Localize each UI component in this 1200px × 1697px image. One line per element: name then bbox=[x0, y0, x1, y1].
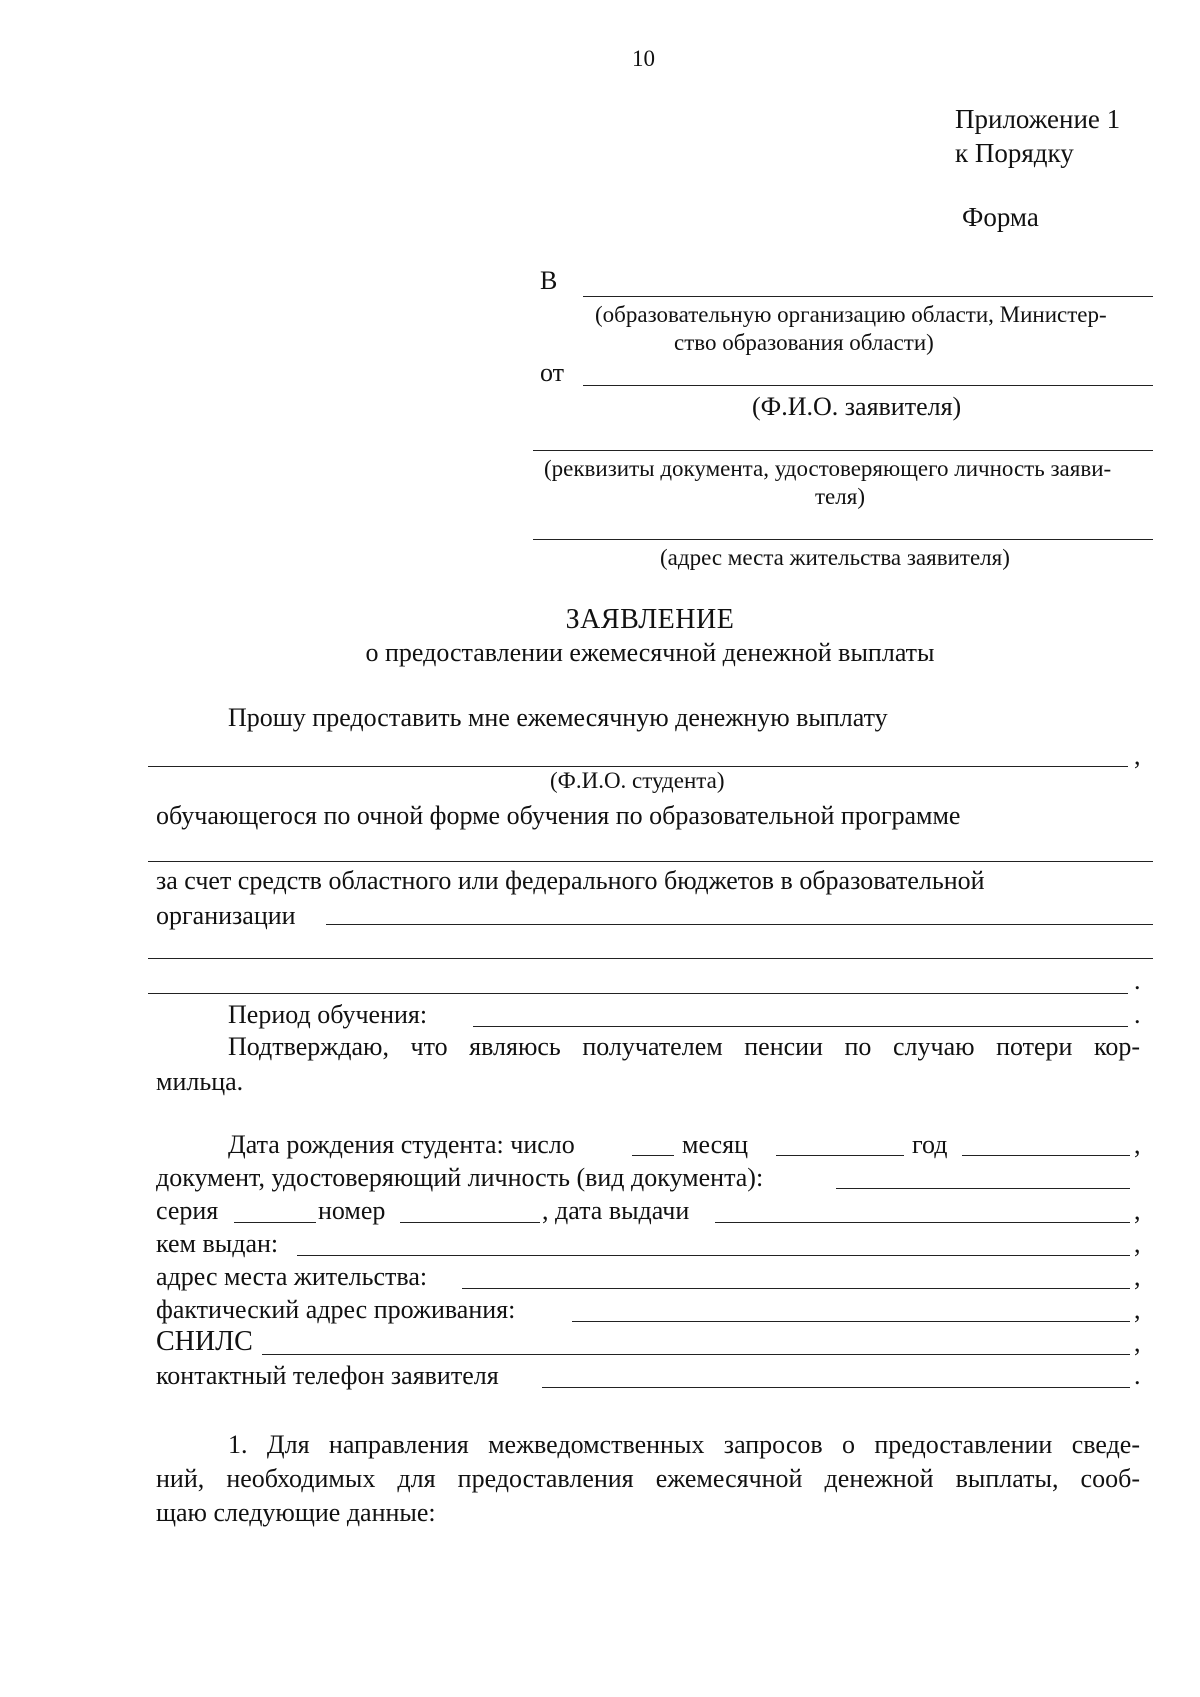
residence-label: адрес места жительства: bbox=[156, 1262, 428, 1291]
id-doc-type-label: документ, удостоверяющий личность (вид документа): bbox=[156, 1163, 764, 1192]
number-label: номер bbox=[318, 1196, 386, 1225]
actual-address-label: фактический адрес проживания: bbox=[156, 1295, 516, 1324]
student-name-comma: , bbox=[1134, 741, 1141, 770]
snils-label: СНИЛС bbox=[156, 1326, 253, 1357]
birth-day-field[interactable] bbox=[632, 1155, 674, 1156]
student-name-field[interactable] bbox=[148, 766, 1128, 767]
period-label: Период обучения: bbox=[228, 1000, 428, 1029]
studying-line: обучающегося по очной форме обучения по образовательной программе bbox=[156, 801, 961, 830]
birth-end-comma: , bbox=[1134, 1130, 1141, 1159]
applicant-name-caption: (Ф.И.О. заявителя) bbox=[752, 392, 962, 421]
residence-field[interactable] bbox=[462, 1288, 1130, 1289]
period-field[interactable] bbox=[473, 1026, 1128, 1027]
series-label: серия bbox=[156, 1196, 219, 1225]
issued-by-end: , bbox=[1134, 1229, 1141, 1258]
actual-address-field[interactable] bbox=[572, 1321, 1130, 1322]
to-organization-field[interactable] bbox=[583, 296, 1153, 297]
snils-end: , bbox=[1134, 1328, 1141, 1357]
birth-month-label: месяц bbox=[682, 1130, 749, 1159]
phone-label: контактный телефон заявителя bbox=[156, 1361, 499, 1390]
issue-date-field[interactable] bbox=[715, 1222, 1130, 1223]
birth-year-field[interactable] bbox=[962, 1155, 1130, 1156]
document-subtitle: о предоставлении ежемесячной денежной выплаты bbox=[365, 638, 935, 667]
to-caption-line-2: ство образования области) bbox=[674, 330, 934, 355]
budget-line: за счет средств областного или федерального бюджетов в образовательной bbox=[156, 866, 985, 895]
organization-end-dot: . bbox=[1134, 966, 1141, 995]
attachment-line-2: к Порядку bbox=[955, 138, 1074, 168]
address-field[interactable] bbox=[533, 539, 1153, 540]
document-title: ЗАЯВЛЕНИЕ bbox=[565, 604, 735, 635]
issued-by-field[interactable] bbox=[297, 1255, 1130, 1256]
actual-address-end: , bbox=[1134, 1295, 1141, 1324]
applicant-name-field[interactable] bbox=[583, 385, 1153, 386]
issued-by-label: кем выдан: bbox=[156, 1229, 279, 1258]
period-end-dot: . bbox=[1134, 1000, 1141, 1029]
issue-date-label: , дата выдачи bbox=[542, 1196, 690, 1225]
from-prefix: от bbox=[540, 358, 565, 387]
student-name-caption: (Ф.И.О. студента) bbox=[550, 768, 725, 793]
id-doc-type-field[interactable] bbox=[836, 1188, 1130, 1189]
series-field[interactable] bbox=[234, 1222, 316, 1223]
organization-field-line-3[interactable] bbox=[148, 993, 1128, 994]
form-label: Форма bbox=[962, 202, 1039, 232]
section-1-line-1: 1. Для направления межведомственных запросов о предоставлении сведе- bbox=[228, 1430, 1140, 1459]
id-document-caption-line-2: теля) bbox=[815, 484, 865, 509]
request-line: Прошу предоставить мне ежемесячную денежную выплату bbox=[228, 703, 888, 732]
section-1-line-2: ний, необходимых для предоставления ежемесячной денежной выплаты, сооб- bbox=[156, 1464, 1140, 1493]
id-document-caption-line-1: (реквизиты документа, удостоверяющего личность заяви- bbox=[544, 456, 1112, 481]
page-number: 10 bbox=[632, 46, 655, 71]
organization-field-line-2[interactable] bbox=[148, 958, 1153, 959]
phone-end: . bbox=[1134, 1361, 1141, 1390]
residence-end: , bbox=[1134, 1262, 1141, 1291]
to-prefix: В bbox=[540, 266, 558, 295]
issue-date-end: , bbox=[1134, 1196, 1141, 1225]
birth-month-field[interactable] bbox=[776, 1155, 904, 1156]
to-caption-line-1: (образовательную организацию области, Министер- bbox=[595, 302, 1107, 327]
confirm-line-2: мильца. bbox=[156, 1067, 244, 1096]
birth-year-label: год bbox=[912, 1130, 948, 1159]
organization-field[interactable] bbox=[326, 924, 1153, 925]
program-field[interactable] bbox=[148, 861, 1153, 862]
phone-field[interactable] bbox=[542, 1387, 1130, 1388]
attachment-line-1: Приложение 1 bbox=[955, 104, 1121, 134]
number-field[interactable] bbox=[400, 1222, 540, 1223]
snils-field[interactable] bbox=[262, 1354, 1130, 1355]
confirm-line-1: Подтверждаю, что являюсь получателем пенсии по случаю потери кор- bbox=[228, 1032, 1140, 1061]
id-document-field[interactable] bbox=[533, 450, 1153, 451]
birth-date-label: Дата рождения студента: число bbox=[228, 1130, 575, 1159]
address-caption: (адрес места жительства заявителя) bbox=[660, 545, 1010, 570]
organization-label: организации bbox=[156, 901, 296, 930]
section-1-line-3: щаю следующие данные: bbox=[156, 1498, 436, 1527]
